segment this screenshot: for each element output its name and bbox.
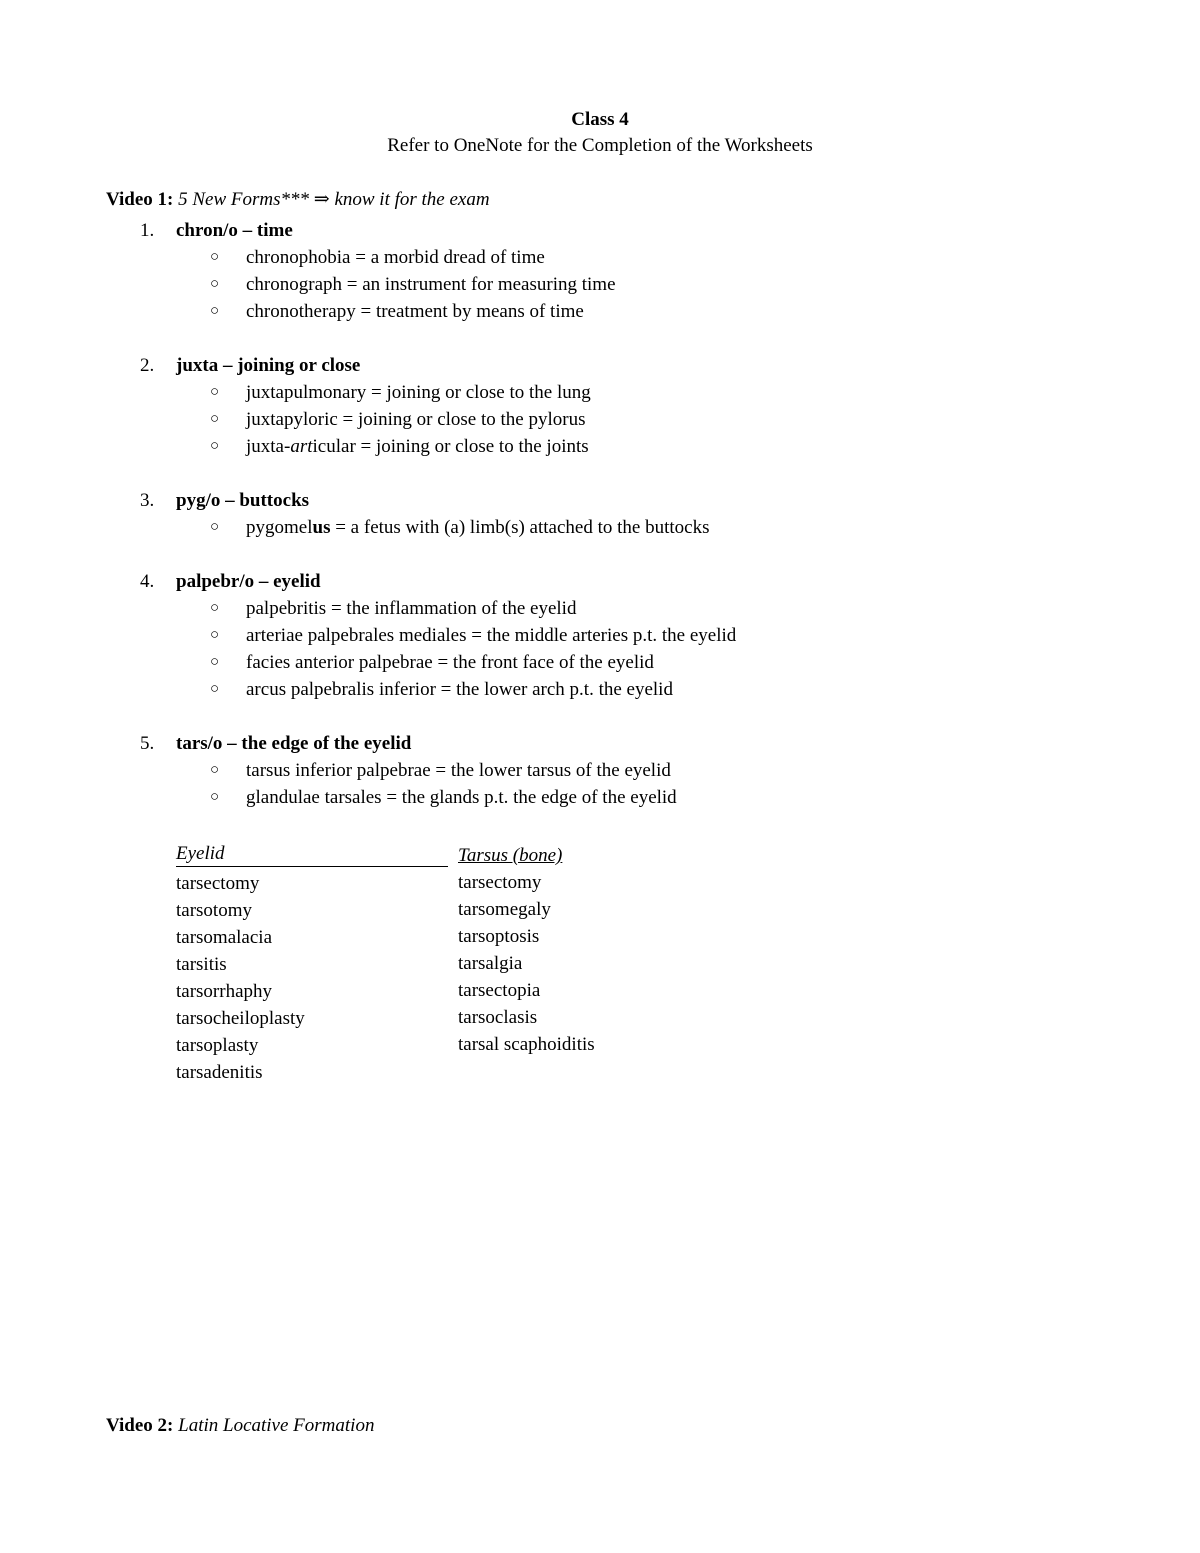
hollow-circle-bullet-icon: ○ — [210, 249, 220, 265]
example-text — [246, 676, 673, 703]
example-text-part: juxtapulmonary = joining or close to the lung — [246, 382, 591, 403]
tarsus-term: tarsoptosis — [458, 926, 540, 947]
tarsus-term: tarsectomy — [458, 872, 542, 893]
form-heading — [106, 217, 1006, 244]
example-text-part: chronotherapy = treatment by means of time — [246, 301, 584, 322]
form-term: juxta – joining or close — [176, 355, 361, 376]
example-text-part: palpebritis = the inflammation of the eyelid — [246, 598, 577, 619]
example-text — [246, 298, 584, 325]
example-text — [246, 784, 677, 811]
example-text — [246, 379, 591, 406]
form-item — [106, 217, 1006, 325]
eyelid-term: tarsectomy — [176, 873, 260, 894]
form-number: 3. — [140, 490, 155, 511]
example-text — [246, 433, 589, 460]
example-item — [106, 271, 1006, 298]
example-text-part: glandulae tarsales = the glands p.t. the edge of the eyelid — [246, 787, 677, 808]
example-text-part: facies anterior palpebrae = the front face of the eyelid — [246, 652, 654, 673]
form-item — [106, 730, 1006, 811]
example-text — [246, 406, 585, 433]
hollow-circle-bullet-icon: ○ — [210, 411, 220, 427]
form-item — [106, 568, 1006, 703]
eyelid-term: tarsadenitis — [176, 1062, 263, 1083]
example-text-italic: art — [290, 436, 313, 457]
eyelid-column-header — [176, 842, 448, 867]
example-item — [106, 514, 1006, 541]
video1-label: Video 1: — [106, 189, 174, 210]
example-item — [106, 406, 1006, 433]
form-term: palpebr/o – eyelid — [176, 571, 321, 592]
example-text — [246, 649, 654, 676]
form-number: 1. — [140, 220, 155, 241]
form-number: 2. — [140, 355, 155, 376]
example-item — [106, 595, 1006, 622]
tarsus-term: tarsomegaly — [458, 899, 551, 920]
example-item — [106, 676, 1006, 703]
example-text-part: = a fetus with (a) limb(s) attached to the buttocks — [330, 517, 710, 538]
example-text-part: icular = joining or close to the joints — [312, 436, 589, 457]
hollow-circle-bullet-icon: ○ — [210, 276, 220, 292]
hollow-circle-bullet-icon: ○ — [210, 762, 220, 778]
video2-description: Latin Locative Formation — [178, 1415, 375, 1436]
eyelid-term: tarsitis — [176, 954, 227, 975]
example-text-part: tarsus inferior palpebrae = the lower tarsus of the eyelid — [246, 760, 671, 781]
form-heading — [106, 352, 1006, 379]
eyelid-term: tarsomalacia — [176, 927, 273, 948]
example-item — [106, 649, 1006, 676]
hollow-circle-bullet-icon: ○ — [210, 627, 220, 643]
form-heading — [106, 568, 1006, 595]
example-text-part: chronophobia = a morbid dread of time — [246, 247, 545, 268]
form-term: pyg/o – buttocks — [176, 490, 310, 511]
eyelid-term: tarsoplasty — [176, 1035, 259, 1056]
example-item — [106, 379, 1006, 406]
hollow-circle-bullet-icon: ○ — [210, 600, 220, 616]
hollow-circle-bullet-icon: ○ — [210, 303, 220, 319]
example-item — [106, 433, 1006, 460]
video1-description: 5 New Forms*** ⇒ know it for the exam — [178, 189, 490, 210]
tarsus-term: tarsalgia — [458, 953, 523, 974]
form-heading — [106, 730, 1006, 757]
eyelid-term: tarsocheiloplasty — [176, 1008, 305, 1029]
example-text — [246, 514, 709, 541]
form-term: chron/o – time — [176, 220, 293, 241]
video2-label: Video 2: — [106, 1415, 174, 1436]
example-text — [246, 271, 616, 298]
tarsus-term: tarsoclasis — [458, 1007, 538, 1028]
example-text-part: arcus palpebralis inferior = the lower arch p.t. the eyelid — [246, 679, 673, 700]
eyelid-term: tarsotomy — [176, 900, 252, 921]
video2-heading — [106, 1412, 374, 1439]
hollow-circle-bullet-icon: ○ — [210, 438, 220, 454]
example-text-part: pygomel — [246, 517, 313, 538]
form-number: 5. — [140, 733, 155, 754]
forms-list — [106, 217, 1006, 838]
eyelid-term: tarsorrhaphy — [176, 981, 273, 1002]
tarsus-term: tarsectopia — [458, 980, 541, 1001]
example-text — [246, 244, 545, 271]
eyelid-column — [176, 842, 448, 1086]
page-subtitle: Refer to OneNote for the Completion of the Worksheets — [387, 135, 813, 156]
form-number: 4. — [140, 571, 155, 592]
form-heading — [106, 487, 1006, 514]
hollow-circle-bullet-icon: ○ — [210, 654, 220, 670]
video1-heading — [106, 186, 490, 213]
example-text-part: juxta- — [246, 436, 291, 457]
example-text-part: arteriae palpebrales mediales = the middle arteries p.t. the eyelid — [246, 625, 737, 646]
example-text-bold: us — [312, 517, 331, 538]
hollow-circle-bullet-icon: ○ — [210, 384, 220, 400]
example-item — [106, 622, 1006, 649]
example-text-part: juxtapyloric = joining or close to the pylorus — [246, 409, 586, 430]
tarsus-term: tarsal scaphoiditis — [458, 1034, 595, 1055]
form-term: tars/o – the edge of the eyelid — [176, 733, 412, 754]
tarsus-column-header: Tarsus (bone) — [458, 845, 563, 866]
hollow-circle-bullet-icon: ○ — [210, 789, 220, 805]
example-item — [106, 244, 1006, 271]
example-text — [246, 622, 736, 649]
eyelid-column-header-label: Eyelid — [176, 843, 225, 864]
example-text-part: chronograph = an instrument for measuring time — [246, 274, 616, 295]
example-text — [246, 595, 576, 622]
hollow-circle-bullet-icon: ○ — [210, 519, 220, 535]
example-item — [106, 784, 1006, 811]
form-item — [106, 352, 1006, 460]
example-item — [106, 757, 1006, 784]
tarsus-column — [458, 842, 595, 1058]
example-item — [106, 298, 1006, 325]
form-item — [106, 487, 1006, 541]
page-title: Class 4 — [571, 109, 629, 130]
example-text — [246, 757, 671, 784]
hollow-circle-bullet-icon: ○ — [210, 681, 220, 697]
